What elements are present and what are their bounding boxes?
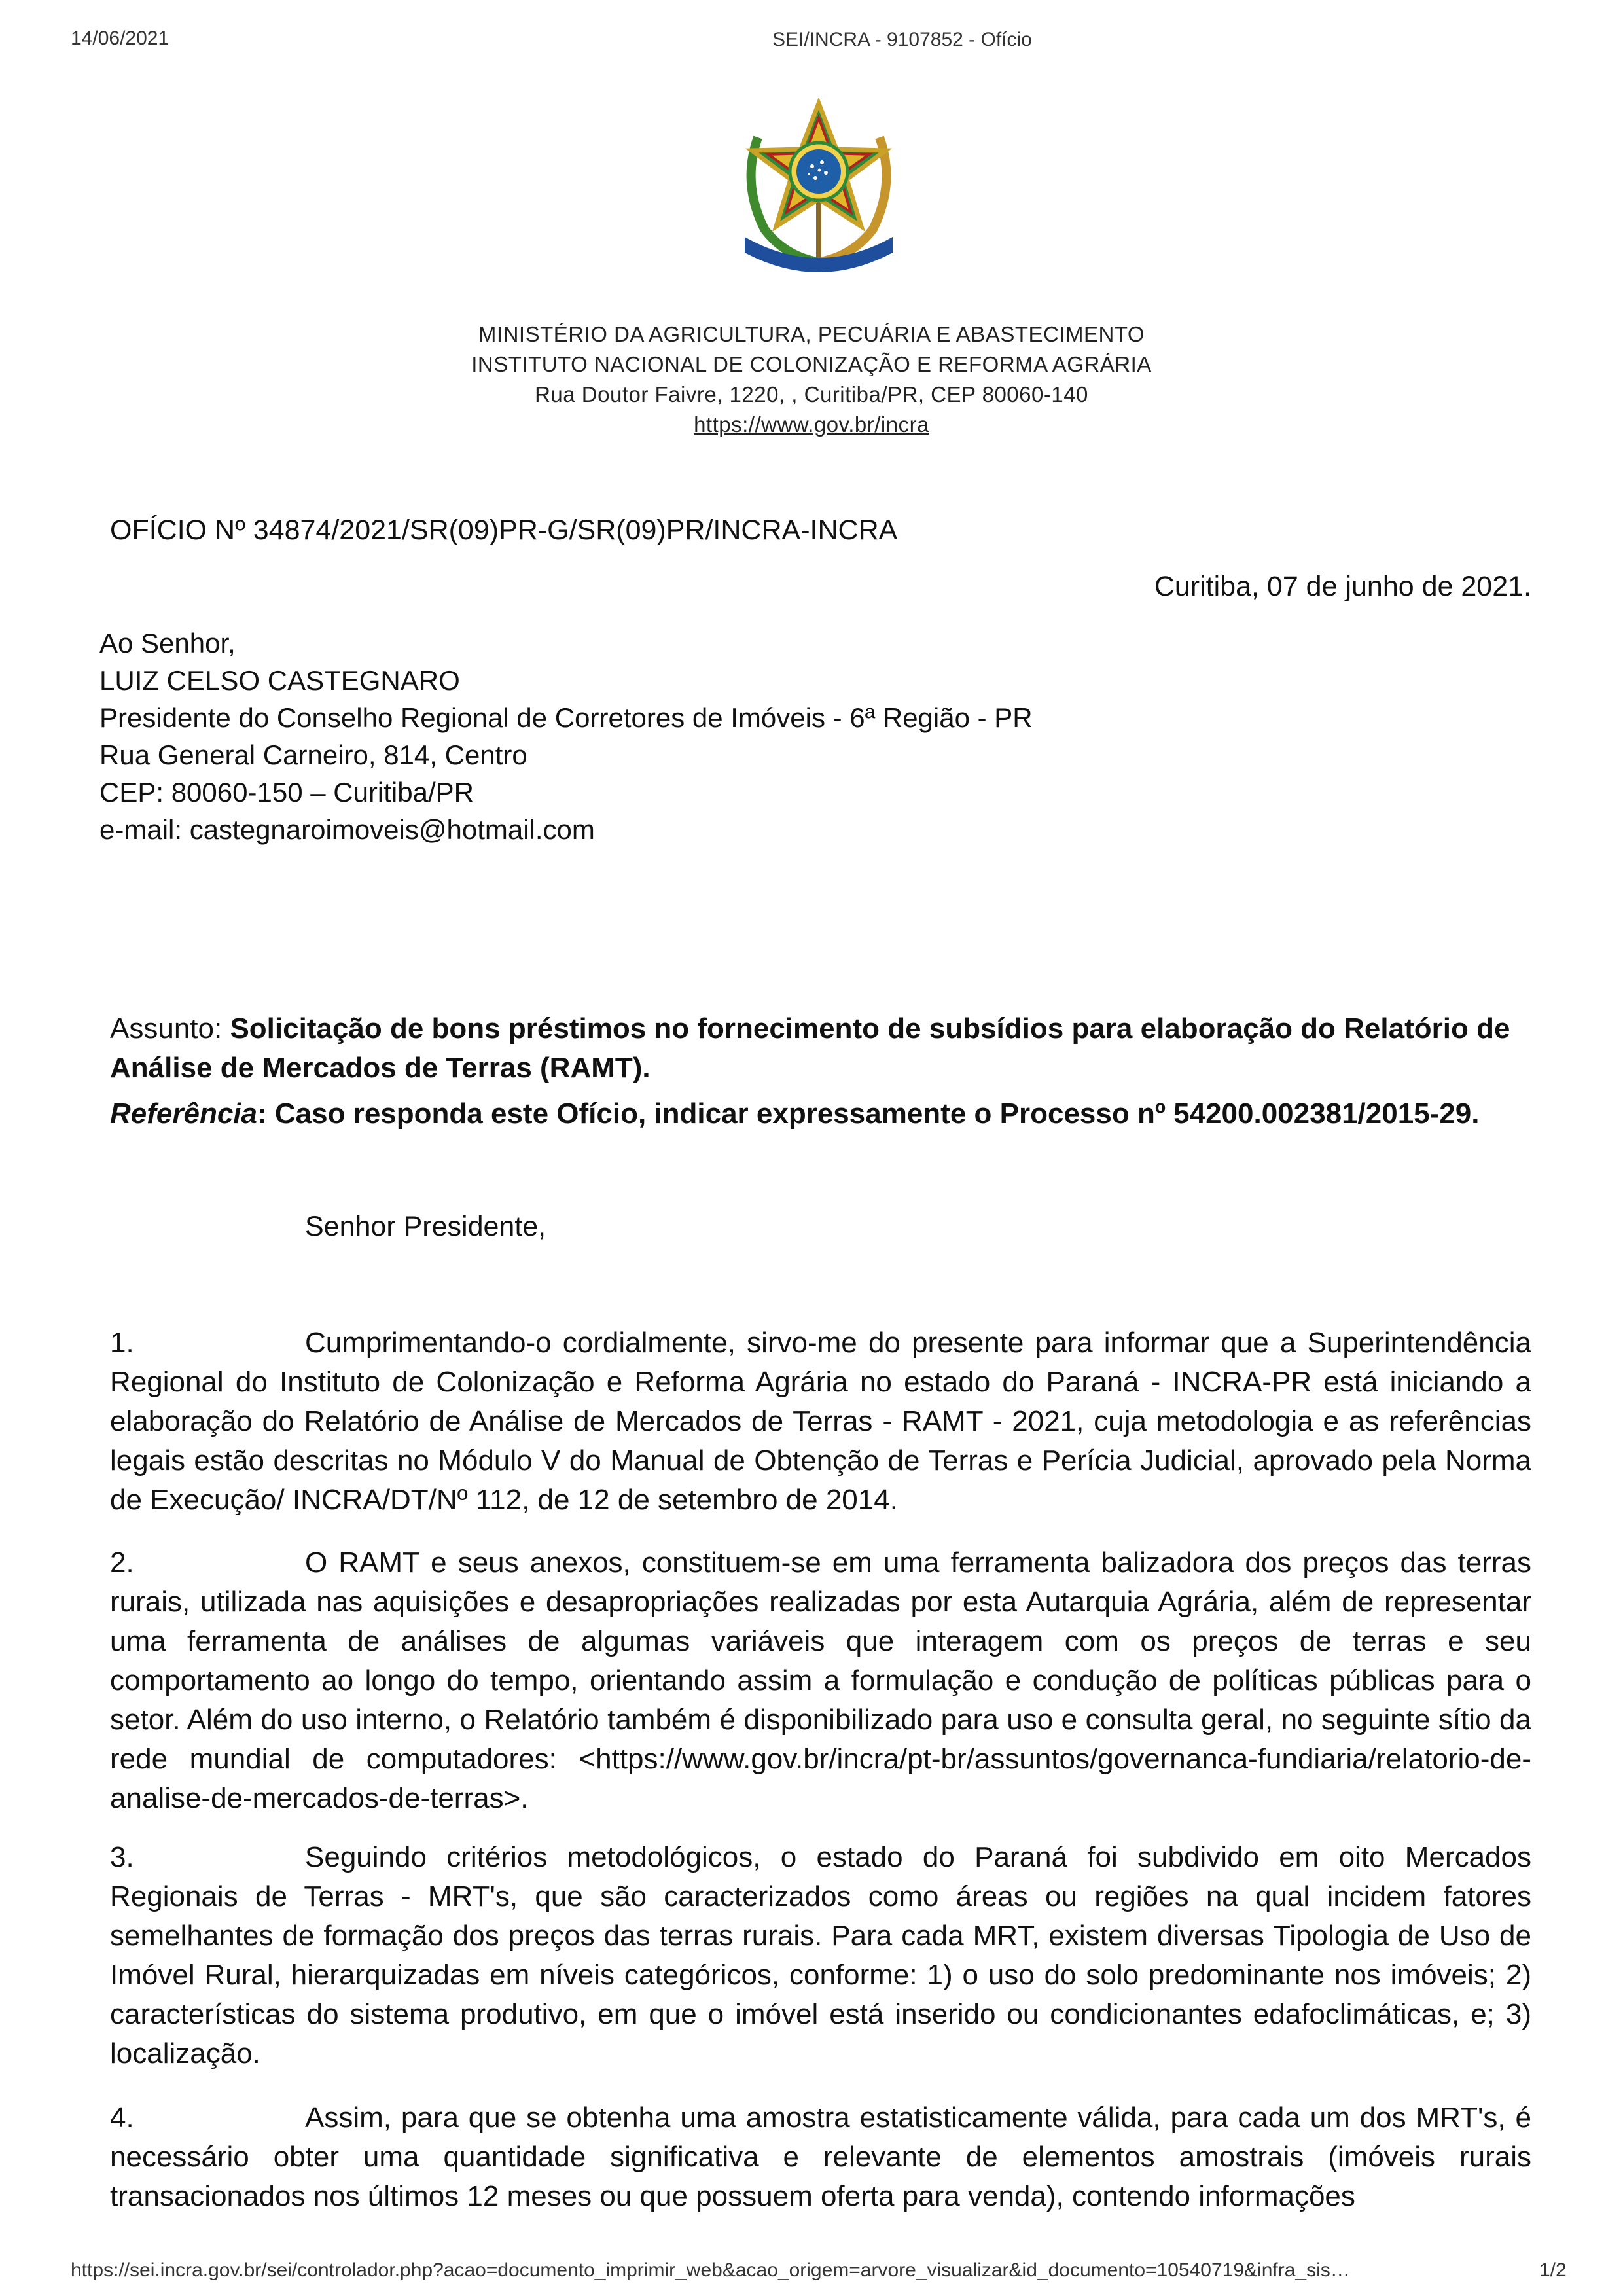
print-date: 14/06/2021: [71, 27, 169, 49]
recipient-email: e-mail: castegnaroimoveis@hotmail.com: [99, 814, 595, 845]
recipient-name: LUIZ CELSO CASTEGNARO: [99, 665, 460, 696]
paragraph-3: [110, 1838, 1531, 2073]
place-date: Curitiba, 07 de junho de 2021.: [1154, 571, 1531, 602]
subject-text: Solicitação de bons préstimos no fornecimento de subsídios para elaboração do Relatório de Análise de Mercados de Terras (RAMT).: [110, 1013, 1510, 1084]
paragraph-number: 2.: [110, 1547, 134, 1579]
recipient-street: Rua General Carneiro, 814, Centro: [99, 740, 527, 770]
institute-name: INSTITUTO NACIONAL DE COLONIZAÇÃO E REFORMA AGRÁRIA: [471, 352, 1152, 376]
paragraph-text: Seguindo critérios metodológicos, o estado do Paraná foi subdivido em oito Mercados Regionais de Terras - MRT's, que são caracterizados como áreas ou regiões na qual incidem fatores semelhantes de formação dos preços das terras rurais. Para cada MRT, existem diversas Tipologia de Uso de Imóvel Rural, hierarquizadas em níveis categóricos, conforme: 1) o uso do solo predominante nos imóveis; 2) características do sistema produtivo, em que o imóvel está inserido ou condicionantes edafoclimáticas, e; 3) localização.: [110, 1841, 1531, 2070]
greeting: Senhor Presidente,: [305, 1211, 546, 1242]
reference-label: Referência: [110, 1098, 258, 1130]
recipient-role: Presidente do Conselho Regional de Corretores de Imóveis - 6ª Região - PR: [99, 702, 1033, 733]
recipient-cep: CEP: 80060-150 – Curitiba/PR: [99, 777, 474, 808]
recipient-salutation: Ao Senhor,: [99, 628, 236, 658]
paragraph-1: [110, 1323, 1531, 1520]
reference: [110, 1094, 1531, 1134]
ministry-name: MINISTÉRIO DA AGRICULTURA, PECUÁRIA E ABASTECIMENTO: [478, 322, 1145, 346]
oficio-number: OFÍCIO Nº 34874/2021/SR(09)PR-G/SR(09)PR/INCRA-INCRA: [110, 514, 898, 546]
paragraph-number: 1.: [110, 1327, 134, 1359]
coat-of-arms-seal: [738, 98, 899, 275]
institute-url-link[interactable]: https://www.gov.br/incra: [694, 412, 929, 437]
print-page-number: 1/2: [1539, 2259, 1567, 2281]
paragraph-number: 4.: [110, 2102, 134, 2134]
print-title: SEI/INCRA - 9107852 - Ofício: [772, 29, 1032, 50]
subject: [110, 1009, 1531, 1088]
reference-text: : Caso responda este Ofício, indicar expressamente o Processo nº 54200.002381/2015-29.: [257, 1098, 1480, 1130]
paragraph-text: O RAMT e seus anexos, constituem-se em uma ferramenta balizadora dos preços das terras rurais, utilizada nas aquisições e desapropriações realizadas por esta Autarquia Agrária, além de representar uma ferramenta de análises de algumas variáveis que interagem com os preços de terras e seu comportamento ao longo do tempo, orientando assim a formulação e condução de políticas públicas para o setor. Além do uso interno, o Relatório também é disponibilizado para uso e consulta geral, no seguinte sítio da rede mundial de computadores: <https://www.gov.br/incra/pt-br/assuntos/governanca-fundiaria/relatorio-de-analise-de-mercados-de-terras>.: [110, 1547, 1531, 1814]
print-footer-url: https://sei.incra.gov.br/sei/controlador.php?acao=documento_imprimir_web&acao_origem=arvore_visualizar&id_documento=10540719&infra_sis…: [71, 2259, 1350, 2281]
paragraph-text: Assim, para que se obtenha uma amostra estatisticamente válida, para cada um dos MRT's, é necessário obter uma quantidade significativa e relevante de elementos amostrais (imóveis rurais transacionados nos últimos 12 meses ou que possuem oferta para venda), contendo informações: [110, 2102, 1531, 2212]
paragraph-4: [110, 2098, 1531, 2216]
subject-label: Assunto:: [110, 1013, 230, 1045]
paragraph-text: Cumprimentando-o cordialmente, sirvo-me do presente para informar que a Superintendência Regional do Instituto de Colonização e Reforma Agrária no estado do Paraná - INCRA-PR está iniciando a elaboração do Relatório de Análise de Mercados de Terras - RAMT - 2021, cuja metodologia e as referências legais estão descritas no Módulo V do Manual de Obtenção de Terras e Perícia Judicial, aprovado pela Norma de Execução/ INCRA/DT/Nº 112, de 12 de setembro de 2014.: [110, 1327, 1531, 1516]
paragraph-2: [110, 1543, 1531, 1818]
institute-address: Rua Doutor Faivre, 1220, , Curitiba/PR, CEP 80060-140: [535, 382, 1088, 406]
paragraph-number: 3.: [110, 1841, 134, 1873]
